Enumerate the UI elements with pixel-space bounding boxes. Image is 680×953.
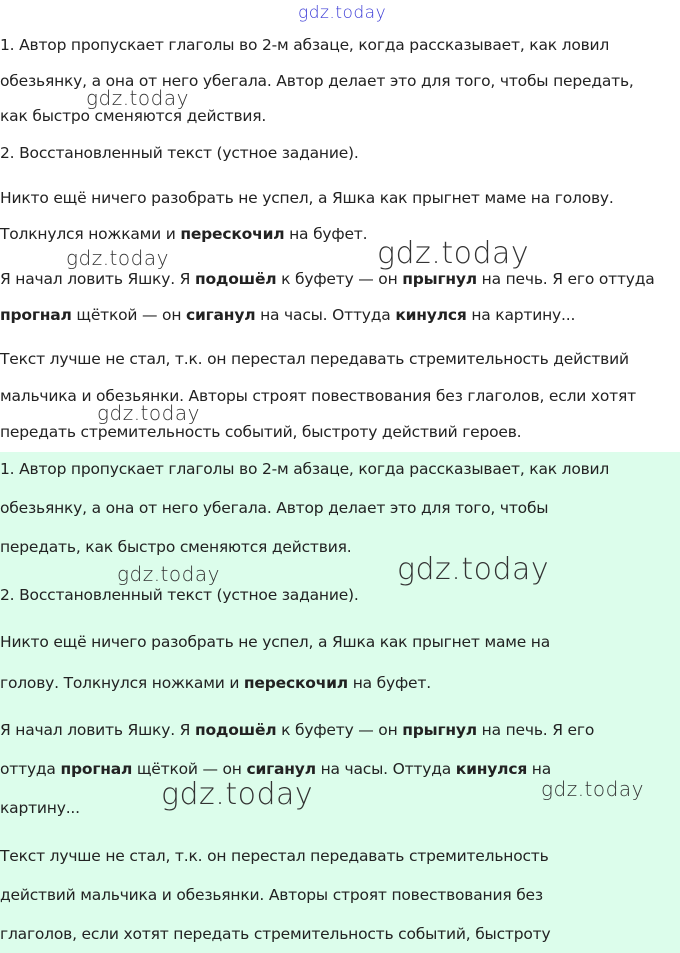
text-span: на bbox=[527, 760, 552, 778]
text-line: Никто ещё ничего разобрать не успел, а Яшка как прыгнет маме на голову. bbox=[0, 189, 614, 207]
text-span: на буфет. bbox=[347, 674, 431, 692]
watermark-logo: gdz.today bbox=[117, 562, 220, 586]
text-span: Толкнулся ножками и bbox=[0, 225, 181, 243]
text-line: передать стремительность событий, быстроту действий героев. bbox=[0, 423, 522, 441]
watermark-logo: gdz.today bbox=[66, 246, 169, 270]
text-span: щёткой — он bbox=[71, 306, 186, 324]
text-span: на часы. Оттуда bbox=[315, 760, 456, 778]
text-span: на печь. Я его оттуда bbox=[476, 270, 655, 288]
watermark-logo: gdz.today bbox=[298, 3, 387, 23]
watermark-logo: gdz.today bbox=[97, 401, 200, 425]
text-line: 2. Восстановленный текст (устное задание). bbox=[0, 586, 359, 604]
text-line: как быстро сменяются действия. bbox=[0, 107, 267, 125]
text-line: картину... bbox=[0, 799, 80, 817]
text-line bbox=[0, 306, 575, 324]
text-line bbox=[0, 225, 367, 243]
text-line: 2. Восстановленный текст (устное задание). bbox=[0, 144, 359, 162]
text-line bbox=[0, 721, 594, 739]
watermark-logo: gdz.today bbox=[161, 777, 314, 812]
watermark-logo: gdz.today bbox=[86, 86, 189, 110]
verb-bold: перескочил bbox=[243, 674, 348, 692]
verb-bold: прогнал bbox=[60, 760, 133, 778]
verb-bold: подошёл bbox=[194, 270, 277, 288]
watermark-logo: gdz.today bbox=[377, 236, 530, 271]
text-line: глаголов, если хотят передать стремительность событий, быстроту bbox=[0, 925, 551, 943]
text-span: к буфету — он bbox=[276, 721, 403, 739]
verb-bold: кинулся bbox=[455, 760, 528, 778]
verb-bold: подошёл bbox=[194, 721, 277, 739]
text-line bbox=[0, 760, 551, 778]
text-span: на часы. Оттуда bbox=[255, 306, 396, 324]
text-line: Текст лучше не стал, т.к. он перестал передавать стремительность bbox=[0, 847, 549, 865]
text-line: передать, как быстро сменяются действия. bbox=[0, 538, 352, 556]
text-span: оттуда bbox=[0, 760, 61, 778]
text-span: щёткой — он bbox=[132, 760, 247, 778]
text-span: на картину... bbox=[466, 306, 576, 324]
text-line: 1. Автор пропускает глаголы во 2-м абзаце, когда рассказывает, как ловил bbox=[0, 36, 610, 54]
verb-bold: прыгнул bbox=[402, 721, 477, 739]
text-line: мальчика и обезьянки. Авторы строят повествования без глаголов, если хотят bbox=[0, 387, 636, 405]
watermark-logo: gdz.today bbox=[397, 552, 550, 587]
verb-bold: прогнал bbox=[0, 306, 72, 324]
text-span: на буфет. bbox=[284, 225, 368, 243]
verb-bold: прыгнул bbox=[402, 270, 477, 288]
text-span: голову. Толкнулся ножками и bbox=[0, 674, 244, 692]
text-line: обезьянку, а она от него убегала. Автор делает это для того, чтобы bbox=[0, 499, 549, 517]
text-span: Я начал ловить Яшку. Я bbox=[0, 270, 195, 288]
text-line bbox=[0, 674, 431, 692]
verb-bold: кинулся bbox=[395, 306, 467, 324]
text-line: Никто ещё ничего разобрать не успел, а Яшка как прыгнет маме на bbox=[0, 633, 551, 651]
watermark-logo: gdz.today bbox=[541, 777, 644, 801]
text-span: Я начал ловить Яшку. Я bbox=[0, 721, 195, 739]
text-line bbox=[0, 270, 655, 288]
text-span: к буфету — он bbox=[276, 270, 403, 288]
answer-panel-highlighted bbox=[0, 452, 680, 953]
text-span: на печь. Я его bbox=[476, 721, 595, 739]
verb-bold: сиганул bbox=[186, 306, 256, 324]
text-line: 1. Автор пропускает глаголы во 2-м абзаце, когда рассказывает, как ловил bbox=[0, 460, 610, 478]
text-line: обезьянку, а она от него убегала. Автор делает это для того, чтобы передать, bbox=[0, 72, 634, 90]
text-line: действий мальчика и обезьянки. Авторы строят повествования без bbox=[0, 886, 543, 904]
verb-bold: перескочил bbox=[180, 225, 285, 243]
text-line: Текст лучше не стал, т.к. он перестал передавать стремительность действий bbox=[0, 350, 629, 368]
verb-bold: сиганул bbox=[246, 760, 316, 778]
